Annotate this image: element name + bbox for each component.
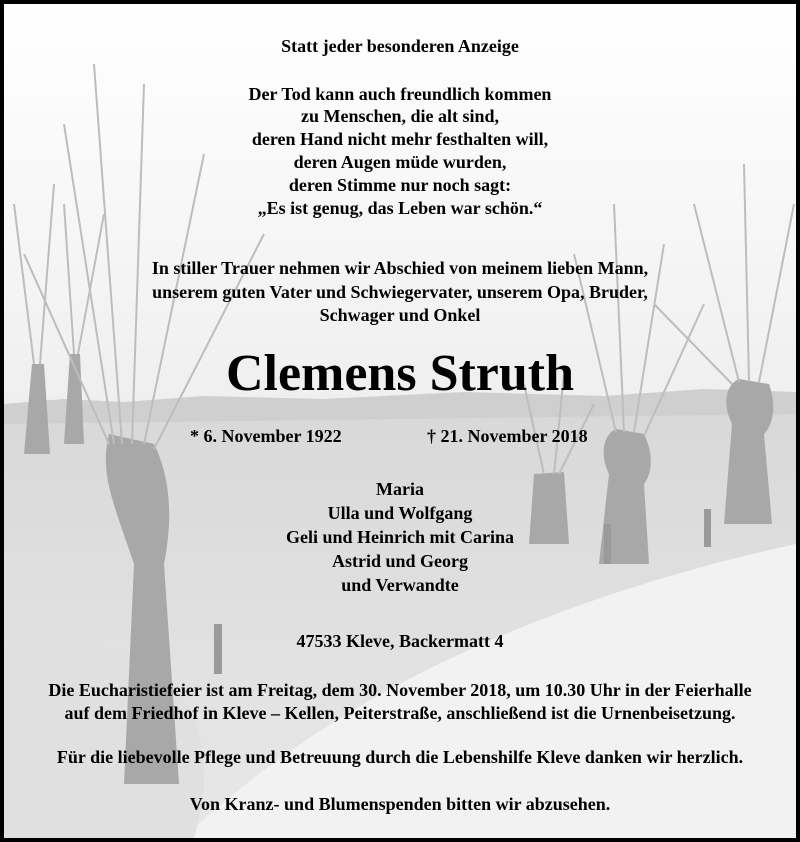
birth-date: * 6. November 1922 — [190, 426, 342, 446]
poem-line: deren Stimme nur noch sagt: — [288, 175, 512, 195]
address: 47533 Kleve, Backermatt 4 — [296, 631, 504, 651]
mourner-line: Ulla und Wolfgang — [327, 503, 473, 523]
poem-line: deren Augen müde wurden, — [293, 152, 507, 172]
service-line: Die Eucharistiefeier ist am Freitag, dem 30. November 2018, um 10.30 Uhr in der Feierhalle — [48, 680, 752, 700]
intro-line: In stiller Trauer nehmen wir Abschied von meinem lieben Mann, — [151, 258, 649, 278]
mourner-line: Maria — [376, 479, 424, 499]
flowers-line: Von Kranz- und Blumenspenden bitten wir abzusehen. — [189, 794, 611, 814]
poem-line: „Es ist genug, das Leben war schön.“ — [257, 198, 543, 218]
notice-text — [4, 4, 796, 838]
mourner-line: und Verwandte — [341, 575, 459, 595]
intro-line: unserem guten Vater und Schwiegervater, unserem Opa, Bruder, — [152, 282, 648, 302]
death-date: † 21. November 2018 — [427, 426, 588, 446]
intro-line: Schwager und Onkel — [319, 305, 481, 325]
deceased-name: Clemens Struth — [225, 345, 575, 402]
poem-line: Der Tod kann auch freundlich kommen — [248, 84, 552, 104]
mourner-line: Astrid und Georg — [331, 551, 468, 571]
mourner-line: Geli und Heinrich mit Carina — [285, 527, 514, 547]
header-line: Statt jeder besonderen Anzeige — [281, 36, 519, 56]
poem-line: zu Menschen, die alt sind, — [300, 106, 500, 126]
service-line: auf dem Friedhof in Kleve – Kellen, Peiterstraße, anschließend ist die Urnenbeisetzung. — [64, 703, 736, 723]
poem-line: deren Hand nicht mehr festhalten will, — [251, 129, 549, 149]
thanks-line: Für die liebevolle Pflege und Betreuung durch die Lebenshilfe Kleve danken wir herzlich. — [56, 747, 744, 767]
